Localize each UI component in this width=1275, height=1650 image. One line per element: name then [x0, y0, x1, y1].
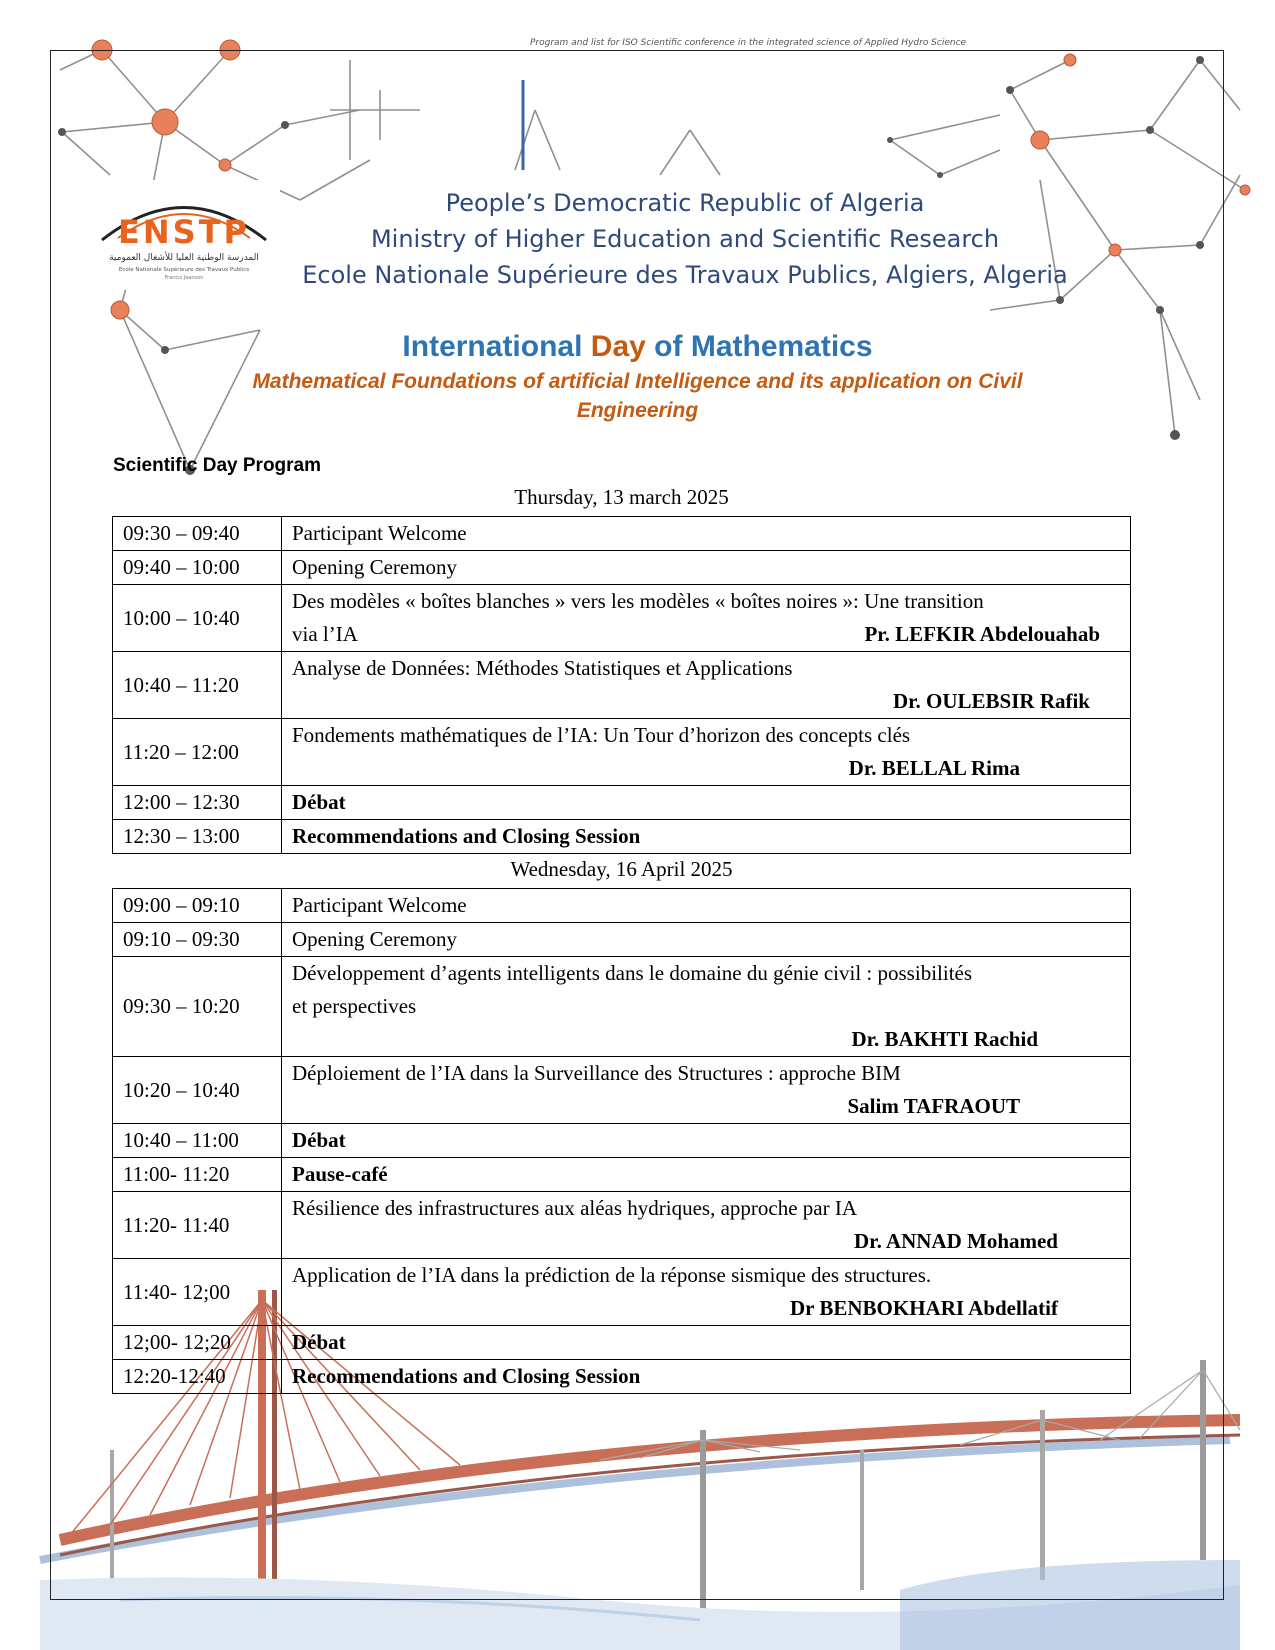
session-cell: Débat: [282, 786, 1131, 820]
session-title: Développement d’agents intelligents dans le domaine du génie civil : possibilités: [292, 961, 973, 985]
time-cell: 10:20 – 10:40: [113, 1057, 282, 1124]
table-row: [113, 1124, 1131, 1158]
session-cell: Débat: [282, 1124, 1131, 1158]
time-cell: 10:00 – 10:40: [113, 585, 282, 652]
session-line-2: [292, 618, 1120, 651]
table-row: [113, 923, 1131, 957]
event-title: [150, 330, 1125, 364]
speaker-name: Dr BENBOKHARI Abdellatif: [790, 1296, 1058, 1320]
table-row: [113, 719, 1131, 786]
session-title: Résilience des infrastructures aux aléas hydriques, approche par IA: [292, 1196, 858, 1220]
day2-label: Wednesday, 16 April 2025: [510, 857, 733, 881]
title-part-3: of Mathematics: [654, 330, 873, 363]
table-row: [113, 1192, 1131, 1259]
table-row: [113, 1360, 1131, 1394]
table-row: [113, 1057, 1131, 1124]
time-cell: 09:40 – 10:00: [113, 551, 282, 585]
table-row: [113, 786, 1131, 820]
session-cell: [282, 1192, 1131, 1259]
time-cell: 12;00- 12;20: [113, 1326, 282, 1360]
session-cell: Opening Ceremony: [282, 923, 1131, 957]
table-row: [113, 1326, 1131, 1360]
time-cell: 11:20- 11:40: [113, 1192, 282, 1259]
title-part-1: International: [402, 330, 583, 363]
session-title: Des modèles « boîtes blanches » vers les modèles « boîtes noires »: Une transition: [292, 589, 984, 613]
session-title-cont: via l’IA: [292, 622, 358, 646]
program-label: Scientific Day Program: [113, 455, 322, 476]
time-cell: 09:30 – 10:20: [113, 957, 282, 1057]
header-line-country: People’s Democratic Republic of Algeria: [445, 189, 925, 217]
session-title-cont: et perspectives: [292, 994, 417, 1018]
logo-french: Ecole Nationale Supérieure des Travaux Publics: [118, 267, 250, 273]
session-cell: Participant Welcome: [282, 889, 1131, 923]
table-row: [113, 517, 1131, 551]
session-cell: Recommendations and Closing Session: [282, 1360, 1131, 1394]
table-row: [113, 889, 1131, 923]
table-row: [113, 585, 1131, 652]
session-cell: Pause-café: [282, 1158, 1131, 1192]
time-cell: 12:20-12:40: [113, 1360, 282, 1394]
session-cell: [282, 585, 1131, 652]
subtitle-line-1: Mathematical Foundations of artificial Intelligence and its application on Civil: [252, 370, 1023, 393]
time-cell: 12:30 – 13:00: [113, 820, 282, 854]
day2-schedule-table: [112, 888, 1131, 1394]
time-cell: 11:20 – 12:00: [113, 719, 282, 786]
enstp-logo-graphic: [88, 180, 280, 290]
day1-schedule-table: [112, 516, 1131, 854]
logo-acronym: ENSTP: [118, 213, 250, 251]
session-cell: Opening Ceremony: [282, 551, 1131, 585]
event-subtitle: [150, 367, 1125, 425]
time-cell: 09:30 – 09:40: [113, 517, 282, 551]
time-cell: 12:00 – 12:30: [113, 786, 282, 820]
enstp-logo: [88, 180, 280, 290]
speaker-name: Dr. OULEBSIR Rafik: [892, 689, 1090, 713]
session-title: Analyse de Données: Méthodes Statistiques et Applications: [292, 656, 793, 680]
session-cell: [282, 719, 1131, 786]
session-title: Fondements mathématiques de l’IA: Un Tour d’horizon des concepts clés: [292, 723, 911, 747]
session-cell: Recommendations and Closing Session: [282, 820, 1131, 854]
logo-arabic: المدرسة الوطنية العليا للأشغال العمومية: [109, 253, 259, 263]
table-row: [113, 652, 1131, 719]
time-cell: 09:00 – 09:10: [113, 889, 282, 923]
institution-header: [300, 185, 1070, 293]
session-cell: Participant Welcome: [282, 517, 1131, 551]
header-line-school: Ecole Nationale Supérieure des Travaux Publics, Algiers, Algeria: [302, 261, 1068, 289]
table-row: [113, 957, 1131, 1057]
logo-subline: Francis Jeanson: [164, 275, 204, 281]
time-cell: 09:10 – 09:30: [113, 923, 282, 957]
speaker-name: Pr. LEFKIR Abdelouahab: [864, 622, 1100, 646]
header-line-ministry: Ministry of Higher Education and Scientific Research: [370, 225, 1000, 253]
session-title: Application de l’IA dans la prédiction de la réponse sismique des structures.: [292, 1263, 932, 1287]
session-cell: [282, 1057, 1131, 1124]
table-row: [113, 820, 1131, 854]
table-row: [113, 1158, 1131, 1192]
speaker-name: Dr. ANNAD Mohamed: [854, 1229, 1058, 1253]
table-row: [113, 551, 1131, 585]
speaker-name: Salim TAFRAOUT: [847, 1094, 1020, 1118]
time-cell: 10:40 – 11:00: [113, 1124, 282, 1158]
time-cell: 11:40- 12;00: [113, 1259, 282, 1326]
speaker-name: Dr. BAKHTI Rachid: [851, 1027, 1038, 1051]
top-note: Program and list for ISO Scientific conference in the integrated science of Applied Hydro Science: [530, 38, 967, 48]
time-cell: 11:00- 11:20: [113, 1158, 282, 1192]
time-cell: 10:40 – 11:20: [113, 652, 282, 719]
day1-label: Thursday, 13 march 2025: [514, 485, 729, 509]
table-row: [113, 1259, 1131, 1326]
session-title: Déploiement de l’IA dans la Surveillance des Structures : approche BIM: [292, 1061, 901, 1085]
speaker-name: Dr. BELLAL Rima: [848, 756, 1020, 780]
session-cell: [282, 1259, 1131, 1326]
session-cell: Débat: [282, 1326, 1131, 1360]
subtitle-line-2: Engineering: [576, 399, 699, 422]
session-cell: [282, 652, 1131, 719]
title-part-2: Day: [590, 330, 646, 363]
session-cell: [282, 957, 1131, 1057]
